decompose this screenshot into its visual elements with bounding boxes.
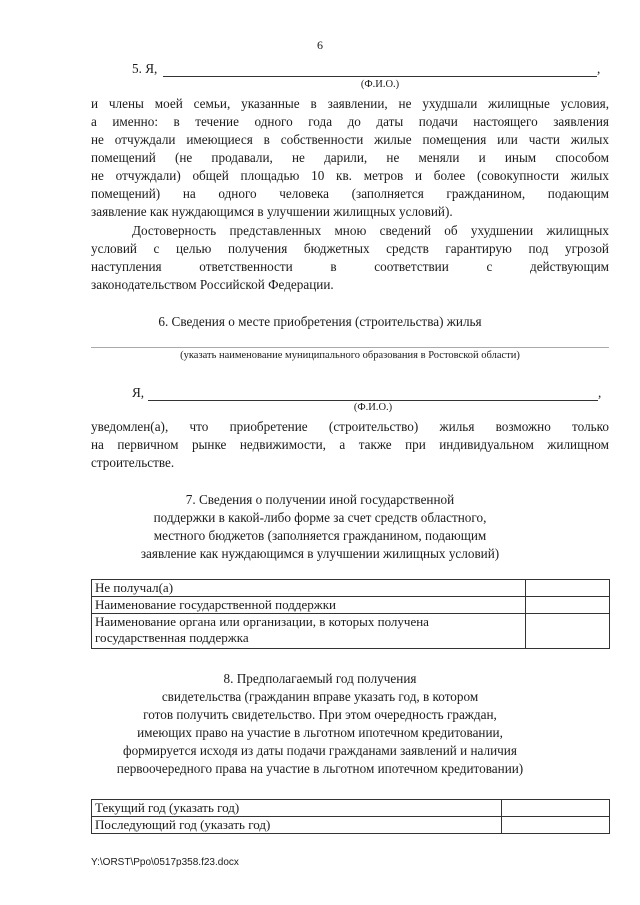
s7-row-1-value[interactable] [526,580,610,597]
s8-heading-2: свидетельства (гражданин вправе указать год, в котором [161,689,479,704]
s8-row-1-label: Текущий год (указать год) [92,800,502,817]
s5-line-7: заявление как нуждающимся в улучшении жилищных условий). [91,204,453,219]
s5-comma: , [597,61,601,76]
s5-line-2: а именно: в течение одного года до даты подачи настоящего заявления [91,114,609,129]
s8-heading-3: готов получить свидетельство. При этом очередность граждан, [143,707,497,722]
s7-heading-4: заявление как нуждающимся в улучшении жилищных условий) [140,546,500,561]
s8-row-1-value[interactable] [502,800,610,817]
s5-line-3: не отчуждали имеющиеся в собственности жилые помещения или части жилых [91,132,609,147]
s5-prefix: 5. Я, [132,61,158,76]
s5-fio-line[interactable] [163,76,597,77]
s5-line-4: помещений (не продавали, не дарили, не меняли и иным способом [91,150,609,165]
s5-line-5: не отчуждали) общей площадью 10 кв. метров и более (совокупности жилых [91,168,609,183]
s5-p2-line-4: законодательством Российской Федерации. [91,277,334,292]
s7-heading-1: 7. Сведения о получении иной государственной [185,492,455,507]
page-number: 6 [317,38,323,52]
s7-row-3-label: Наименование органа или организации, в которых получена государственная поддержка [92,614,526,649]
s5-fio-label: (Ф.И.О.) [360,79,400,90]
s7-heading-3: местного бюджетов (заполняется гражданином, подающим [153,528,487,543]
s5-line-1: и члены моей семьи, указанные в заявлении, не ухудшали жилищные условия, [91,96,609,111]
s6-fio-label: (Ф.И.О.) [353,402,393,413]
s7-table [91,579,610,649]
s5-line-6: помещений) на одного человека (заполняется гражданином, подающим [91,186,609,201]
table-row [92,597,610,614]
s6-line-1: уведомлен(а), что приобретение (строительство) жилья возможно только [91,419,609,434]
s6-comma: , [598,385,602,400]
s6-municipality-hint: (указать наименование муниципального образования в Ростовской области) [180,350,520,361]
s6-line-3: строительстве. [91,455,175,470]
table-row [92,800,610,817]
table-row [92,817,610,834]
s8-row-2-value[interactable] [502,817,610,834]
s7-row-2-value[interactable] [526,597,610,614]
s7-heading-2: поддержки в какой-либо форме за счет средств областного, [153,510,487,525]
s6-prefix: Я, [132,385,145,400]
s6-line-2: на первичном рынке недвижимости, а также при индивидуальном жилищном [91,437,609,452]
s6-heading: 6. Сведения о месте приобретения (строительства) жилья [158,314,482,329]
s7-row-3-value[interactable] [526,614,610,649]
s8-table [91,799,610,834]
s6-municipality-line[interactable] [91,347,609,348]
s8-heading-5: формируется исходя из даты подачи гражданами заявлений и наличия [123,743,517,758]
s8-heading-4: имеющих право на участие в льготном ипотечном кредитовании, [137,725,503,740]
s7-row-2-label: Наименование государственной поддержки [92,597,526,614]
s5-p2-line-1: Достоверность представленных мною сведений об ухудшении жилищных [132,223,609,238]
table-row [92,580,610,597]
s8-row-2-label: Последующий год (указать год) [92,817,502,834]
footer-file-path: Y:\ORST\Ppo\0517p358.f23.docx [91,857,239,868]
s5-p2-line-2: условий с целью получения бюджетных средств гарантирую под угрозой [91,241,609,256]
s6-fio-line[interactable] [148,400,598,401]
table-row [92,614,610,649]
s8-heading-1: 8. Предполагаемый год получения [223,671,417,686]
s5-p2-line-3: наступления ответственности в соответствии с действующим [91,259,609,274]
s7-row-1-label: Не получал(а) [92,580,526,597]
s8-heading-6: первоочередного права на участие в льготном ипотечном кредитовании) [116,761,524,776]
